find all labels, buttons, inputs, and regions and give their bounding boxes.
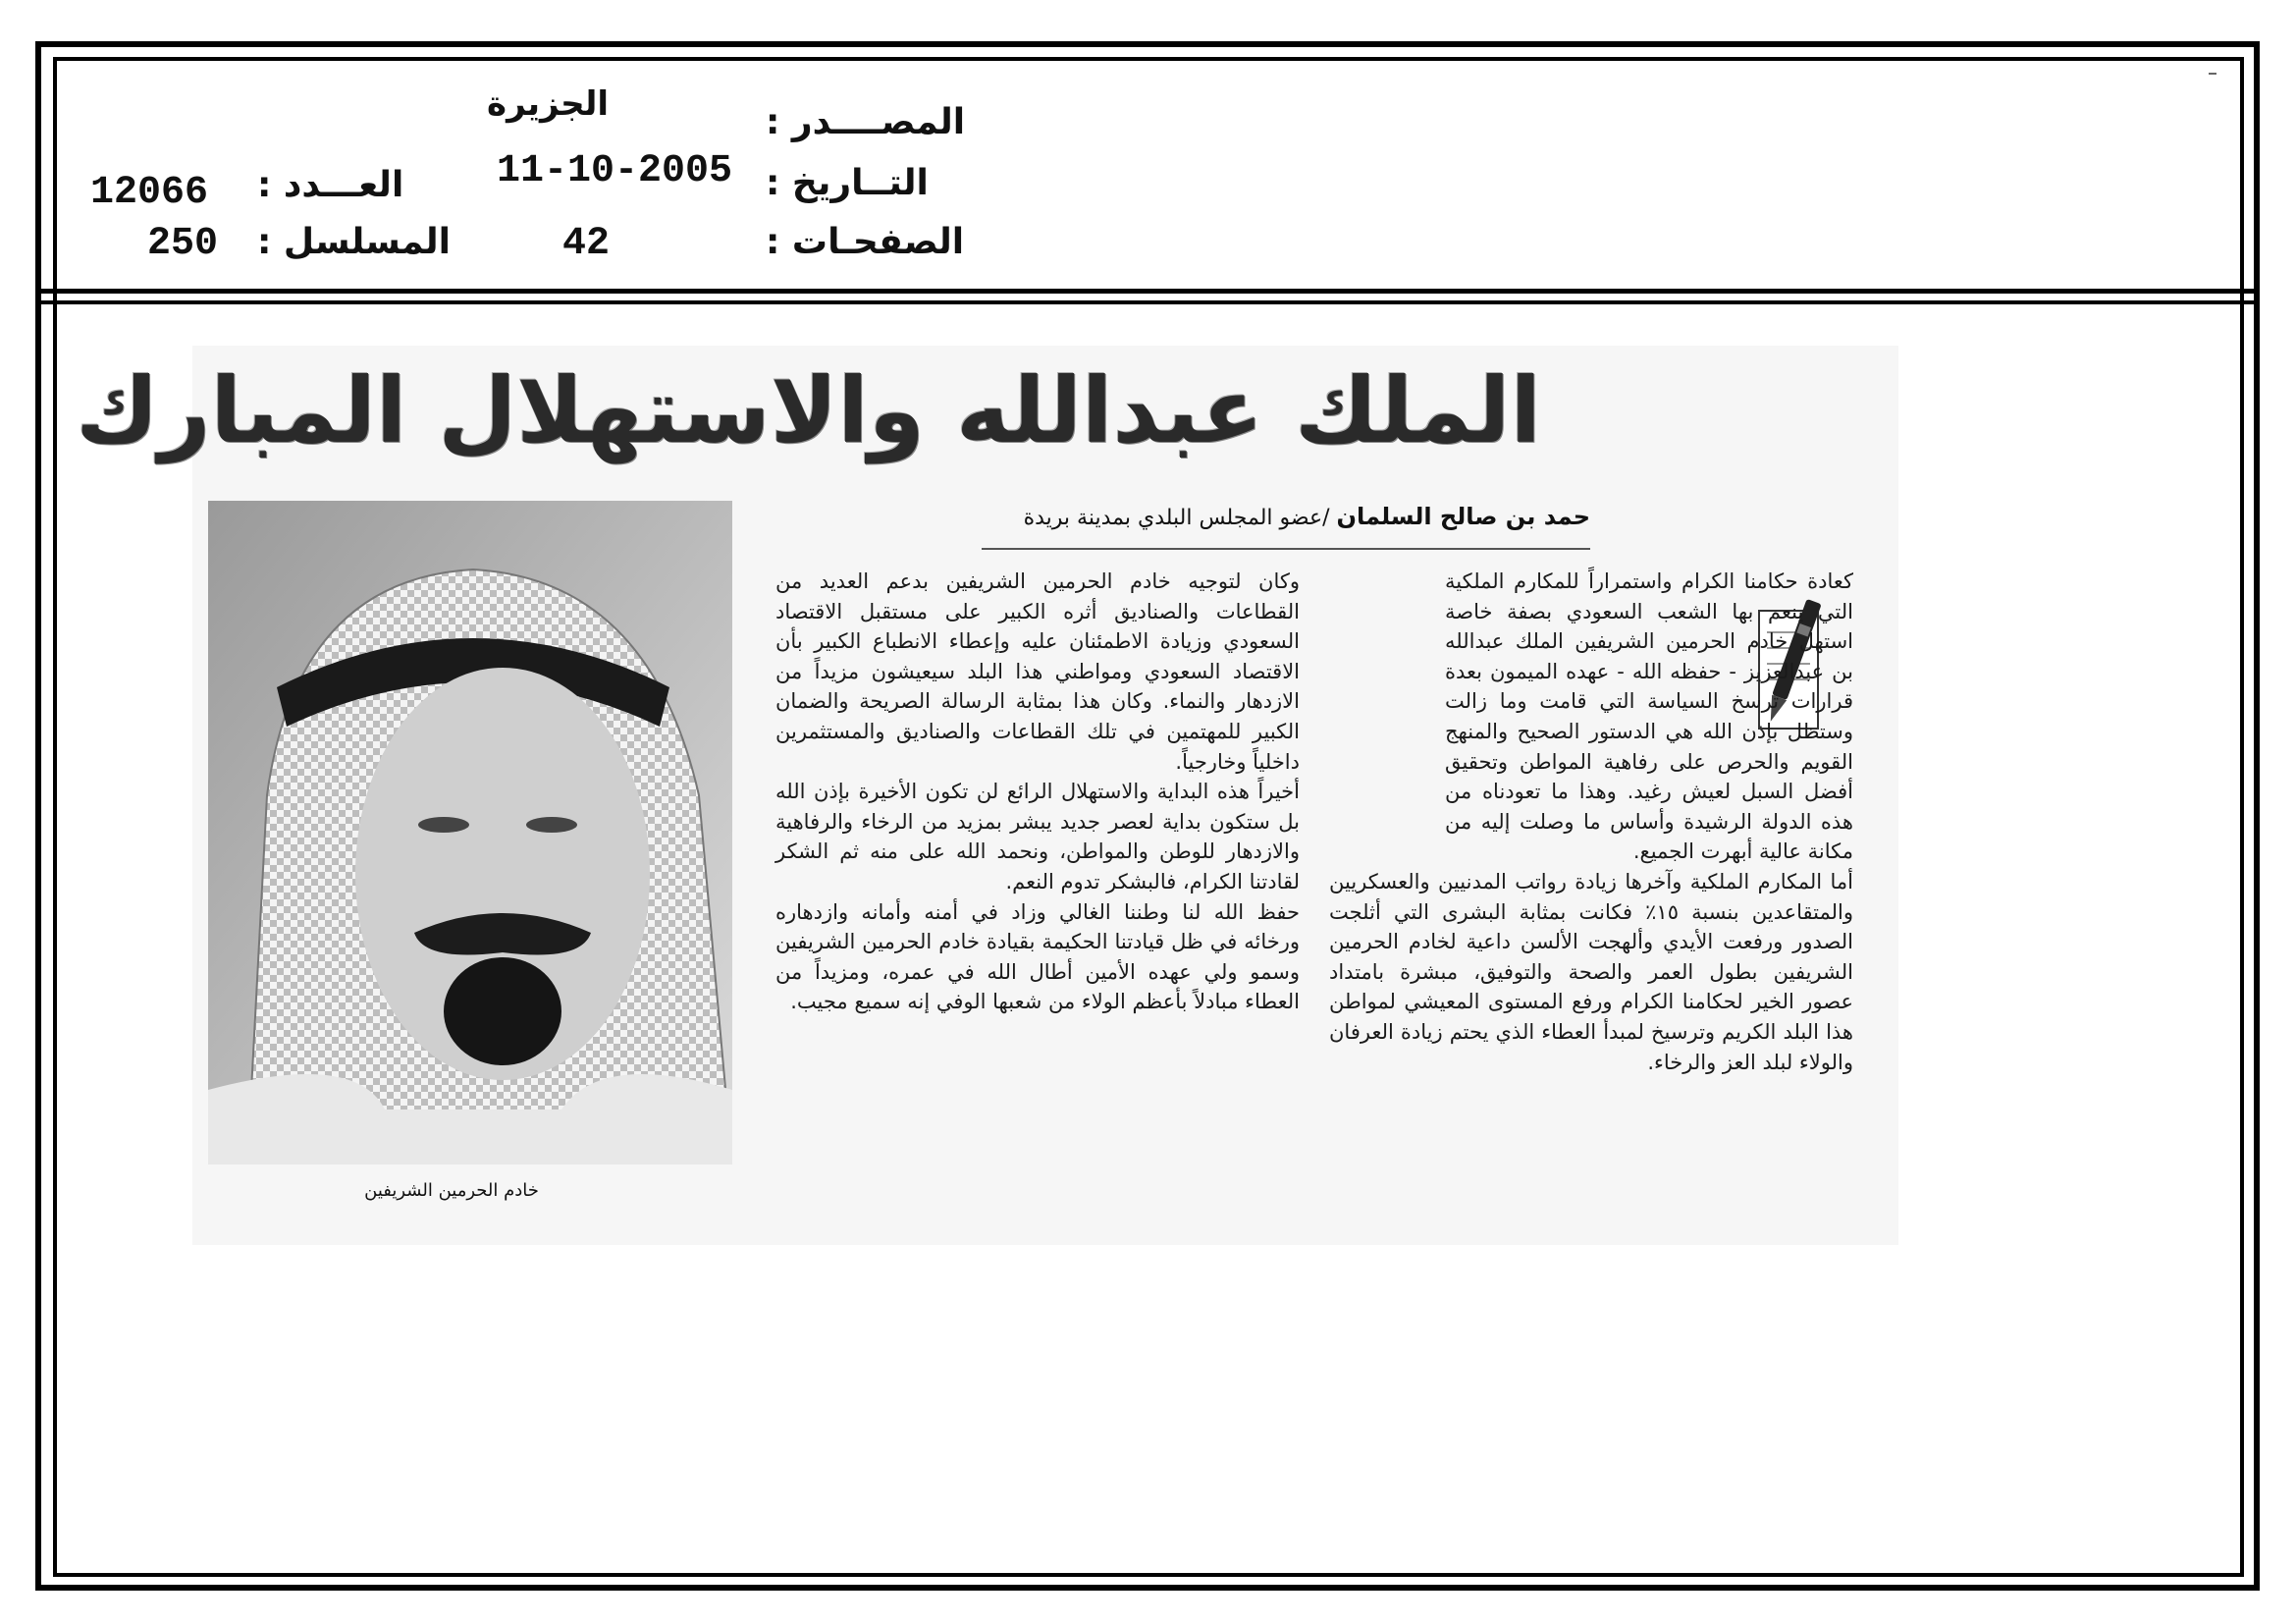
issue-label: العـــدد : [257, 165, 404, 205]
byline [864, 503, 1590, 530]
scan-mark [2209, 73, 2216, 75]
source-value: الجزيرة [487, 84, 610, 124]
pages-value: 42 [562, 222, 611, 266]
header-divider [35, 289, 2260, 294]
article-column-right [1329, 567, 1853, 1077]
byline-rule [982, 548, 1590, 550]
portrait-photo [208, 501, 732, 1164]
paragraph: أما المكارم الملكية وآخرها زيادة رواتب المدنيين والعسكريين والمتقاعدين بنسبة ١٥٪ فكانت بمثابة البشرى التي أثلجت الصدور ورفعت الأيدي وألهجت الألسن داعية لخادم الحرمين الشريفين بطول العمر والصحة والتوفيق، مبشرة بامتداد عصور الخير لحكامنا الكرام ورفع المستوى المعيشي لمواطن هذا البلد الكريم وترسيخ لمبدأ العطاء الذي يحتم زيادة العرفان والولاء لبلد العز والرخاء. [1329, 869, 1853, 1074]
issue-value: 12066 [90, 171, 209, 215]
paragraph: أخيراً هذه البداية والاستهلال الرائع لن تكون الأخيرة بإذن الله بل ستكون بداية لعصر جديد يبشر بمزيد من الرخاء والرفاهية والازدهار للوطن والمواطن، ونحمد الله على منه ثم الشكر لقادتنا الكرام، فالبشكر تدوم النعم. [775, 780, 1300, 893]
author-title: /عضو المجلس البلدي بمدينة بريدة [1023, 506, 1330, 530]
photo-caption: خادم الحرمين الشريفين [364, 1180, 539, 1201]
date-label: التــاريخ : [766, 163, 929, 203]
author-name: حمد بن صالح السلمان [1336, 503, 1590, 530]
date-value: 11-10-2005 [497, 149, 733, 193]
article-column-middle [775, 567, 1300, 1017]
article-headline: الملك عبدالله والاستهلال المبارك [76, 358, 1541, 463]
serial-label: المسلسل : [257, 222, 452, 262]
paragraph: كعادة حكامنا الكرام واستمراراً للمكارم الملكية التي ينعم بها الشعب السعودي بصفة خاصة استهل خادم الحرمين الشريفين الملك عبدالله بن عبدالعزيز - حفظه الله - عهده الميمون بعدة قرارات ترسخ السياسة التي قامت وما زالت وستظل بإذن الله هي الدستور الصحيح والمنهج القويم والحرص على رفاهية المواطن وتحقيق أفضل السبل لعيش رغيد. وهذا ما تعودناه من هذه الدولة الرشيدة وأساس ما وصلت إليه من مكانة عالية أبهرت الجميع. [1445, 569, 1853, 864]
source-label: المصــــدر : [766, 102, 966, 142]
header-divider-inner [35, 300, 2260, 304]
paragraph: وكان لتوجيه خادم الحرمين الشريفين بدعم العديد من القطاعات والصناديق أثره الكبير على مستقبل الاقتصاد السعودي وزيادة الاطمئنان عليه وإعطاء الانطباع الكبير بأن الاقتصاد السعودي ومواطني هذا البلد سيعيشون مزيداً من الازدهار والنماء. وكان هذا بمثابة الرسالة الصريحة والضمان الكبير للمهتمين في تلك القطاعات والصناديق والمستثمرين داخلياً وخارجياً. [775, 569, 1300, 774]
serial-value: 250 [147, 222, 219, 266]
pages-label: الصفحـات : [766, 222, 965, 262]
paragraph: حفظ الله لنا وطننا الغالي وزاد في أمنه وأمانه وازدهاره ورخائه في ظل قيادتنا الحكيمة بقيادة خادم الحرمين الشريفين وسمو ولي عهده الأمين أطال الله في عمره، ومزيداً من العطاء مبادلاً بأعظم الولاء من شعبها الوفي إنه سميع مجيب. [775, 899, 1300, 1014]
